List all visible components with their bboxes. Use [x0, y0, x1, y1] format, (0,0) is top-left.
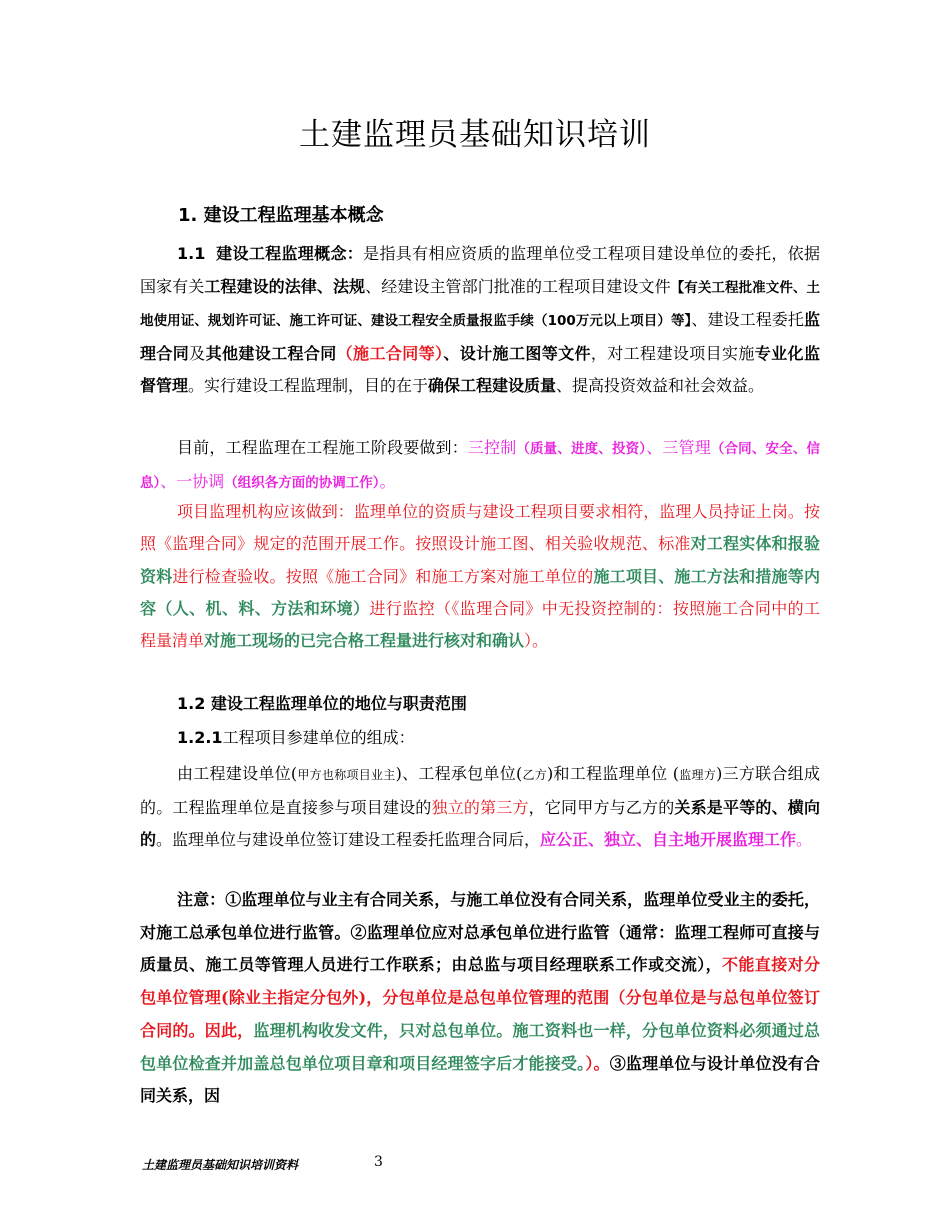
pink-key: 。 [379, 471, 396, 491]
green-text: 施工项目、施工方法和措施等内容（人、机、料、方法和环境） [140, 566, 820, 618]
pink-text: 。 [796, 830, 813, 849]
pink-detail: （质量、进度、投资） [516, 441, 647, 457]
pink-key: 三控制 [467, 438, 517, 457]
pink-key: 、三管理 [646, 438, 711, 457]
text: )、工程承包单位( [395, 764, 523, 783]
green-text: 对工程实体和报验资料 [140, 534, 820, 586]
red-text: ）。 [585, 1053, 610, 1073]
text: ，它同甲方与乙方的 [528, 797, 675, 817]
text: ③监理单位与设计单位没有合同关系，因 [140, 1053, 820, 1106]
paragraph-three-parties [140, 758, 820, 857]
page-number: 3 [374, 1154, 383, 1170]
small-text: 甲方也称项目业主 [297, 768, 396, 782]
text: )三方联合组成的。工程监理单位是直接参与项目建设的 [140, 764, 820, 817]
emphasis-small: 【有关工程批准文件、土地使用证、规划许可证、施工许可证、建设工程安全质量报监手续（100万元以上项目）等】 [140, 279, 820, 329]
emphasis: 其他建设工程合同 [205, 343, 337, 363]
paragraph-three-controls [140, 432, 820, 499]
paragraph-supervision-duties [140, 496, 820, 657]
red-text: 进行监控（《监理合同》中无投资控制的：按照施工合同中的工程量清单 [140, 598, 820, 651]
small-text: 监理方 [679, 768, 717, 782]
pink-emphasis: 应公正、独立、自主地开展监理工作 [540, 830, 797, 849]
text: 目前，工程监理在工程施工阶段要做到： [177, 438, 468, 457]
paragraph-notes [140, 884, 820, 1113]
emphasis: 、设计施工图等文件 [443, 343, 591, 363]
text: 。实行建设工程监理制，目的在于 [188, 376, 429, 395]
text: 注意：①监理单位与业主有合同关系，与施工单位没有合同关系，监理单位受业主的委托，对施工总承包单位进行监管。②监理单位应对总承包单位进行监管（通常：监理工程师可直接与质量员、施工员等管理人员进行工作联系；由总监与项目经理联系工作或交流）， [140, 890, 820, 975]
text: 。监理单位与建设单位签订建设工程委托监理合同后， [156, 830, 541, 849]
clause-number: 1.1 [177, 244, 206, 263]
red-text: 项目监理机构应该做到：监理单位的资质与建设工程项目要求相符，监理人员持证上岗。按照《监理合同》规定的范围开展工作。按照设计施工图、相关验收规范、标准 [140, 502, 820, 554]
emphasis: 监理合同 [140, 310, 820, 363]
section-heading-1-2 [140, 688, 820, 721]
text: 、经建设主管部门批准的工程项目建设文件 [365, 276, 671, 296]
section-heading-1: 1. 建设工程监理基本概念 [178, 205, 384, 226]
heading-text: 1.2 建设工程监理单位的地位与职责范围 [177, 694, 467, 713]
emphasis: 确保工程建设质量 [428, 376, 557, 395]
red-text: 独立的第三方 [431, 797, 529, 817]
text: 、建设工程委托 [691, 310, 804, 329]
text: ，对工程建设项目实施 [590, 343, 755, 363]
paragraph-1-2-1 [140, 722, 820, 755]
emphasis: 工程建设的法律、法规 [204, 276, 366, 296]
green-text: 监理机构收发文件，只对总包单位。施工资料也一样，分包单位资料必须通过总包单位检查并加盖总包单位项目章和项目经理签字后才能接受。 [140, 1020, 820, 1073]
emphasis: 专业化监督管理 [140, 343, 820, 395]
green-text: 对施工现场的已完合格工程量进行核对和确认 [204, 631, 525, 651]
pink-detail: （组织各方面的协调工作） [224, 474, 380, 491]
red-note: （施工合同等） [336, 343, 444, 363]
text: 由工程建设单位( [177, 764, 298, 783]
emphasis: 关系是平等的、横向的 [140, 797, 820, 849]
text: 、提高投资效益和社会效益。 [556, 376, 765, 395]
text: 工程项目参建单位的组成： [222, 728, 415, 747]
text: 及 [189, 343, 206, 363]
page-title: 土建监理员基础知识培训 [299, 117, 651, 153]
red-text: 不能直接对分包单位管理(除业主指定分包外)，分包单位是总包单位管理的范围（分包单位是与总包单位签订合同的。因此， [140, 955, 820, 1040]
red-text: ）。 [524, 631, 549, 651]
pink-key: 、一协调 [160, 471, 225, 491]
term: 建设工程监理概念： [216, 244, 364, 263]
pink-detail: （合同、安全、信息） [140, 441, 820, 491]
red-text: 进行检查验收。按照《施工合同》和施工方案对施工单位的 [172, 566, 594, 586]
text: 是指具有相应资质的监理单位受工程项目建设单位的委托，依据国家有关 [140, 244, 820, 296]
small-text: 乙方 [522, 768, 548, 782]
paragraph-1-1 [140, 238, 820, 403]
text: )和工程监理单位 ( [547, 764, 680, 783]
footer-title: 土建监理员基础知识培训资料 [142, 1158, 299, 1172]
clause-number: 1.2.1 [177, 728, 223, 747]
